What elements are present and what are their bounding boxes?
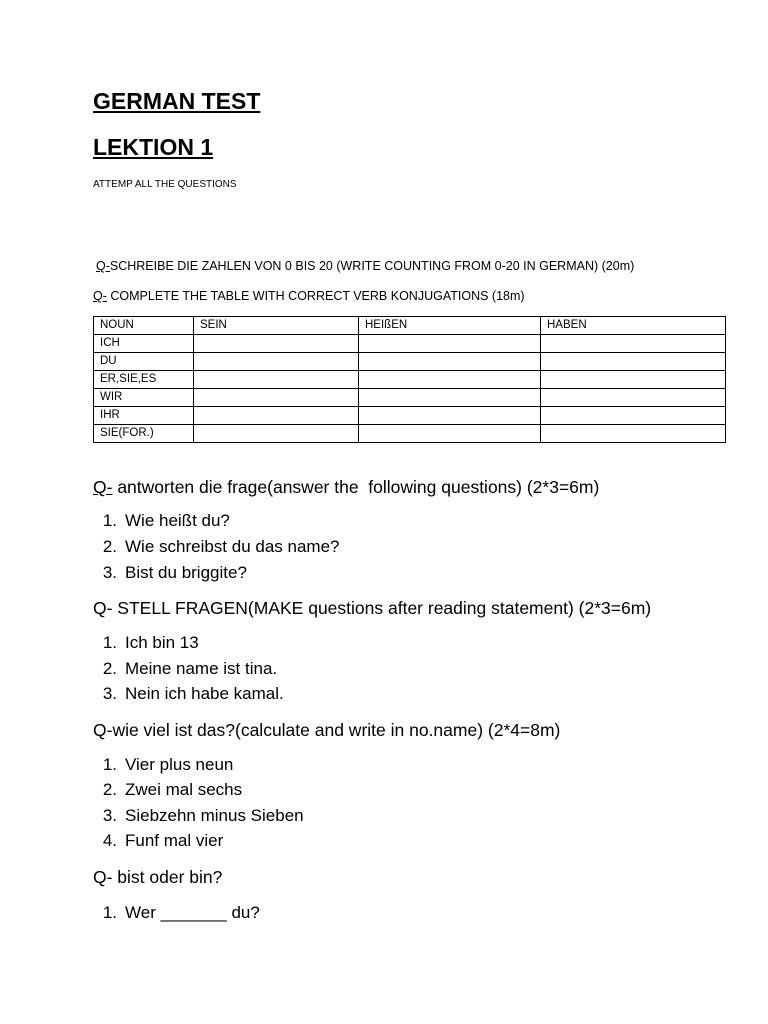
list-item [95,537,340,557]
table-cell [541,353,726,371]
list-item-text: Funf mal vier [125,831,224,850]
list-item-text: Wer _______ du? [125,903,260,922]
list-item-text: Vier plus neun [125,755,234,774]
list-item-text: Nein ich habe kamal. [125,684,284,703]
table-row [94,407,726,425]
list-number: 2. [102,659,117,678]
table-cell [359,335,541,353]
table-cell [359,371,541,389]
table-cell [194,371,359,389]
table-cell [194,353,359,371]
table-row [94,425,726,443]
test-title: GERMAN TEST [93,88,261,114]
table-row [94,353,726,371]
question-1-text: SCHREIBE DIE ZAHLEN VON 0 BIS 20 (WRITE COUNTING FROM 0-20 IN GERMAN) (20m) [109,259,635,273]
question-2 [93,289,525,303]
list-item-text: Meine name ist tina. [125,659,278,678]
list-item [95,831,223,851]
list-number: 2. [102,537,117,556]
list-item-text: Bist du briggite? [125,563,247,582]
list-number: 2. [102,780,117,799]
table-header-cell: HEIßEN [359,317,541,335]
table-header-cell: SEIN [194,317,359,335]
list-number: 1. [102,633,117,652]
table-row-label: WIR [94,389,194,407]
instruction-text: ATTEMP ALL THE QUESTIONS [93,179,237,190]
table-cell [541,407,726,425]
list-number: 3. [102,563,117,582]
table-cell [541,335,726,353]
list-number: 1. [102,755,117,774]
list-item-text: Wie heißt du? [125,511,230,530]
question-3-prefix: Q- [93,477,113,497]
table-cell [194,407,359,425]
lesson-title: LEKTION 1 [93,134,214,160]
list-number: 1. [102,511,117,530]
list-item [95,806,304,826]
list-item [95,780,242,800]
table-cell [359,389,541,407]
question-2-prefix: Q- [93,289,107,303]
table-row-label: DU [94,353,194,371]
table-row-label: SIE(FOR.) [94,425,194,443]
list-item-text: Wie schreibst du das name? [125,537,340,556]
question-6: Q- bist oder bin? [93,867,223,887]
list-item [95,755,233,775]
table-cell [194,389,359,407]
question-4: Q- STELL FRAGEN(MAKE questions after reading statement) (2*3=6m) [93,598,652,618]
table-cell [194,335,359,353]
question-3-text: antworten die frage(answer the following questions) (2*3=6m) [112,477,600,497]
list-item [95,903,260,923]
table-cell [541,425,726,443]
list-number: 1. [102,903,117,922]
table-cell [541,389,726,407]
list-item [95,659,277,679]
table-cell [359,425,541,443]
list-item [95,684,284,704]
list-item [95,511,230,531]
table-cell [194,425,359,443]
question-3 [93,477,599,498]
list-item-text: Siebzehn minus Sieben [125,806,304,825]
list-number: 3. [102,684,117,703]
question-2-text: COMPLETE THE TABLE WITH CORRECT VERB KONJUGATIONS (18m) [106,289,525,303]
question-1-prefix: Q- [96,259,110,273]
table-cell [359,353,541,371]
list-item [95,563,247,583]
list-number: 3. [102,806,117,825]
table-row-label: IHR [94,407,194,425]
list-item-text: Ich bin 13 [125,633,199,652]
list-item [95,633,199,653]
table-row-label: ICH [94,335,194,353]
table-row [94,389,726,407]
table-row [94,335,726,353]
question-5: Q-wie viel ist das?(calculate and write in no.name) (2*4=8m) [93,720,561,740]
question-1 [96,259,634,273]
table-row-label: ER,SIE,ES [94,371,194,389]
list-number: 4. [102,831,117,850]
verb-conjugation-table [93,316,726,443]
table-cell [359,407,541,425]
list-item-text: Zwei mal sechs [125,780,243,799]
table-row [94,371,726,389]
table-header-cell: HABEN [541,317,726,335]
table-cell [541,371,726,389]
table-header-row [94,317,726,335]
table-header-cell: NOUN [94,317,194,335]
